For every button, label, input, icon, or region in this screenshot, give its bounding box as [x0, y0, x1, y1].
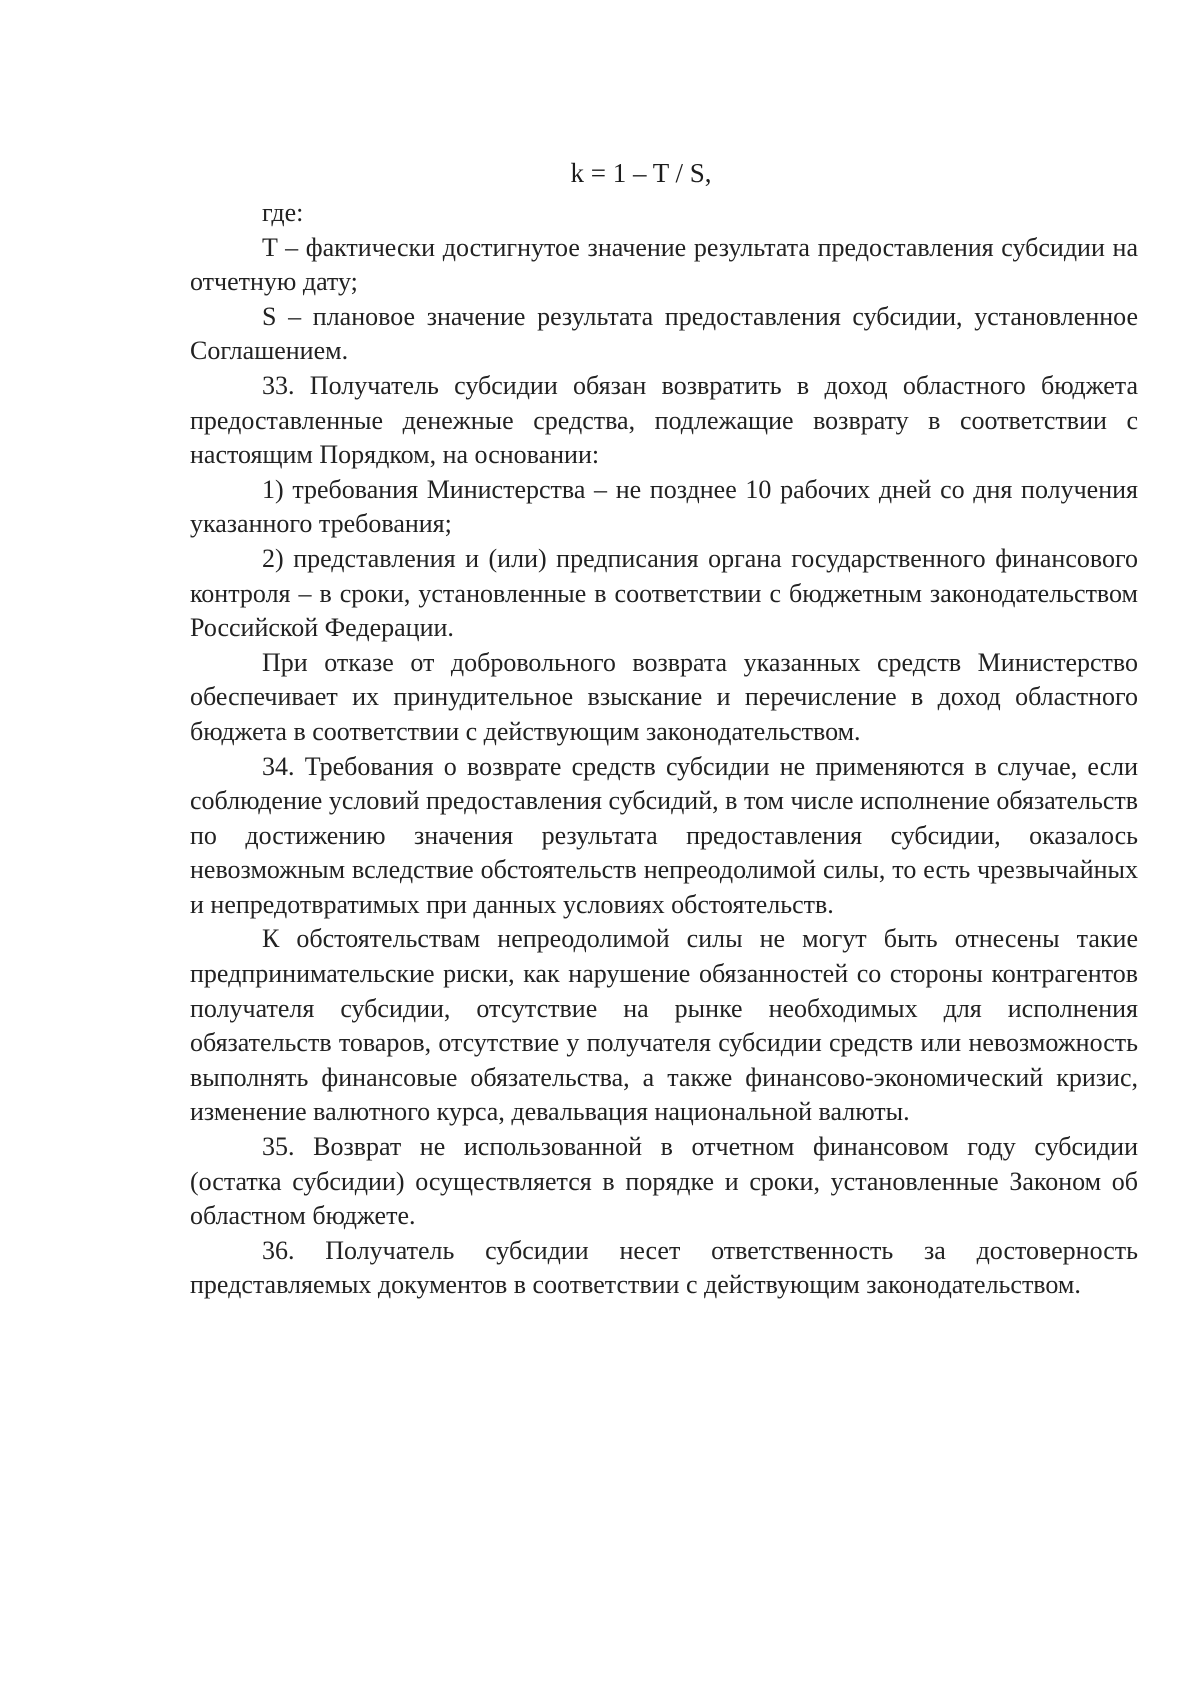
document-body	[190, 196, 1138, 1303]
paragraph-force-majeure: К обстоятельствам непреодолимой силы не могут быть отнесены такие предпринимательские риски, как нарушение обязанностей со стороны контрагентов получателя субсидии, отсутствие на рынке необходимых для исполнения обязательств товаров, отсутствие у получателя субсидии средств или невозможность выполнять финансовые обязательства, а также финансово-экономический кризис, изменение валютного курса, девальвация национальной валюты.	[190, 924, 1138, 1127]
paragraph-35: 35. Возврат не использованной в отчетном финансовом году субсидии (остатка субсидии) осуществляется в порядке и сроки, установленные Законом об областном бюджете.	[190, 1132, 1138, 1231]
paragraph-33-item-1: 1) требования Министерства – не позднее 10 рабочих дней со дня получения указанного требования;	[190, 474, 1138, 539]
formula: k = 1 – T / S,	[570, 158, 712, 188]
paragraph-refusal: При отказе от добровольного возврата указанных средств Министерство обеспечивает их принудительное взыскание и перечисление в доход областного бюджета в соответствии с действующим законодательством.	[190, 647, 1138, 746]
paragraph-36: 36. Получатель субсидии несет ответственность за достоверность представляемых документов в соответствии с действующим законодательством.	[190, 1235, 1138, 1300]
paragraph-where: где:	[262, 198, 304, 227]
paragraph-s-definition: S – плановое значение результата предоставления субсидии, установленное Соглашением.	[190, 301, 1138, 366]
paragraph-34: 34. Требования о возврате средств субсидии не применяются в случае, если соблюдение условий предоставления субсидий, в том числе исполнение обязательств по достижению значения результата предоставления субсидии, оказалось невозможным вследствие обстоятельств непреодолимой силы, то есть чрезвычайных и непредотвратимых при данных условиях обстоятельств.	[190, 751, 1138, 919]
paragraph-33: 33. Получатель субсидии обязан возвратить в доход областного бюджета предоставленные денежные средства, подлежащие возврату в соответствии с настоящим Порядком, на основании:	[190, 370, 1138, 470]
paragraph-33-item-2: 2) представления и (или) предписания органа государственного финансового контроля – в сроки, установленные в соответствии с бюджетным законодательством Российской Федерации.	[190, 543, 1138, 643]
paragraph-t-definition: T – фактически достигнутое значение результата предоставления субсидии на отчетную дату;	[190, 232, 1138, 297]
